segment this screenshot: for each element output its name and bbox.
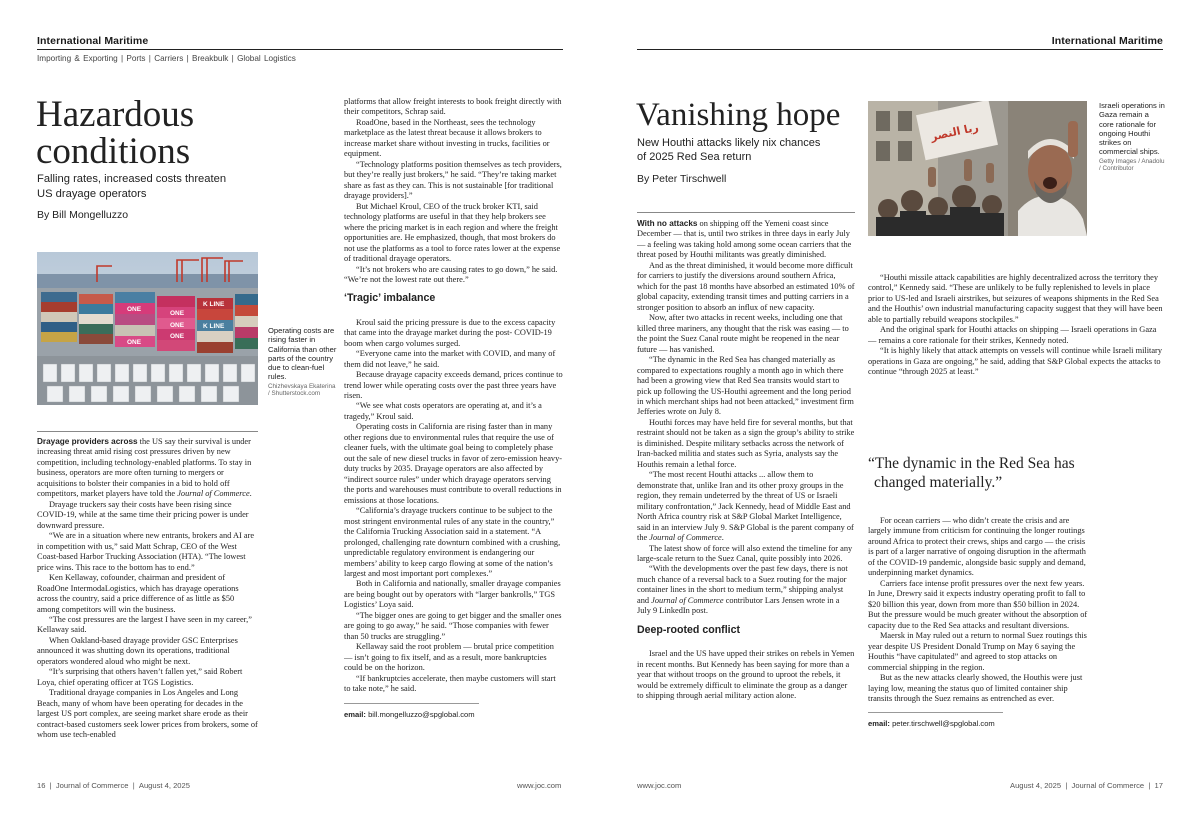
container-label: ONE [127,306,142,313]
paragraph: “Technology platforms position themselves as tech providers, but they’re really just brokers,” he said. “They’re taking market share as fast as they can. This is not sustainable [for traditional drayage providers].” [344,159,562,201]
headline: Hazardous conditions [36,94,195,172]
paragraph: Because drayage capacity exceeds demand, prices continue to trend lower while operating costs over the past three years have risen. [344,370,563,400]
byline: By Bill Mongelluzzo [37,209,129,221]
column-rule [637,212,855,213]
right-page [600,0,1200,816]
paragraph: And the original spark for Houthi attacks on shipping — Israeli operations in Gaza — remains a core rationale for their strikes, Kennedy noted. [868,325,1157,345]
paragraph: Drayage providers across the US say their survival is under increasing threat amid rising cost pressures driven by new competition, including technology-enabled platforms. To stay in business, operators are more often turning to mergers or acquisitions to bolster their companies in a bid to hold off competitors, market players have told the Journal of Commerce. [37,437,252,499]
paragraph: Ken Kellaway, cofounder, chairman and president of RoadOne IntermodaLogistics, which has drayage operations across the country, said a price difference of as little as $50 among competitors will win the business. [37,573,239,614]
footer-left: 16 | Journal of Commerce | August 4, 2025 [37,781,190,790]
section-label: International Maritime [1051,35,1163,47]
paragraph: “We see what costs operators are operating at, and it’s a tragedy,” Kroul said. [344,401,542,421]
container-label: K LINE [203,323,225,330]
header-rule [37,49,563,50]
container-label: K LINE [203,301,225,308]
paragraph: Operating costs in California are rising faster than in many other regions due to environmental rules that require the use of cleaner fuels, with the ultimate goal being to completely phase out the sale of new diesel trucks in favor of zero-emission heavy-duty trucks by 2035. Drayage operators are also affected by “indirect source rules” under which drayage operators serving the ports and warehouses must contribute to overall reductions in emissions at those locations. [344,422,563,505]
author-email[interactable]: email: peter.tirschwell@spglobal.com [868,719,995,729]
footer-right: August 4, 2025 | Journal of Commerce | 17 [1010,781,1163,790]
paragraph: “The cost pressures are the largest I have seen in my career,” Kellaway said. [37,614,252,635]
section-label: International Maritime [37,35,149,47]
paragraph: “It’s not brokers who are causing rates to go down,” he said. “We’re not the lowest rate out there.” [344,264,558,284]
subhead: Deep-rooted conflict [637,623,740,636]
article-column-1 [637,219,855,772]
paragraph: platforms that allow freight interests to book freight directly with their competitors, Schrap said. [344,97,562,117]
container-label: ONE [170,310,185,317]
author-email[interactable]: email: bill.mongelluzzo@spglobal.com [344,709,475,719]
topic-links[interactable]: Importing & Exporting | Ports | Carriers | Breakbulk | Global Logistics [37,54,296,63]
paragraph: “The most recent Houthi attacks ... allow them to demonstrate that, unlike Iran and its other proxy groups in the region, they remain undeterred by the threat of US or Israeli military confrontation,” Jack Kennedy, head of Middle East and North Africa country risk at S&P Global Market Intelligence, said in an interview July 9. S&P Global is the parent company of the Journal of Commerce. [637,470,854,543]
byline: By Peter Tirschwell [637,173,727,185]
header-rule [637,49,1163,50]
footer-url[interactable]: www.joc.com [637,781,682,790]
paragraph: The latest show of force will also extend the timeline for any large-scale return to the Suez Canal, quite possibly into 2026. [637,543,853,563]
paragraph: Drayage truckers say their costs have been rising since COVID-19, while at the same time their pricing power is under downward pressure. [37,499,249,530]
end-rule [344,703,479,704]
subhead: ‘Tragic’ imbalance [344,292,436,305]
paragraph: RoadOne, based in the Northeast, sees the technology marketplace as the latest threat because it allows brokers to increase market share without investing in trucks, facilities or equipment. [344,117,550,159]
deck: New Houthi attacks likely nix chances of 2025 Red Sea return [637,137,821,164]
paragraph: When Oakland-based drayage provider GSC Enterprises announced it was shutting down its operations, traditional operators wondered aloud who might be next. [37,635,238,666]
paragraph: Both in California and nationally, smaller drayage companies are being bought out by operators with “larger bankrolls,” TGS Logistics’ Loya said. [344,579,561,610]
container-label: ONE [170,322,185,329]
photo-caption: Israeli operations in Gaza remain a core rationale for ongoing Houthi strikes on commercial ships. Getty Images / Anadolu / Contributor [1099,101,1165,173]
article-column-1 [37,437,258,772]
paragraph: Carriers face intense profit pressures over the next few years. In June, Drewry said it expects industry operating profit to fall to $20 billion this year, down from more than $50 billion in 2024. But the pressure would be much greater without the absorption of capacity due to the Red Sea attacks and resultant diversions. [868,578,1088,630]
paragraph: “If bankruptcies accelerate, then maybe customers will start to take note,” he said. [344,673,556,694]
paragraph: Now, after two attacks in recent weeks, including one that killed three mariners, any thought that the risk was easing — to the point the Suez Canal route might be reopened in the near future — has vanished. [637,313,849,354]
sign-text: ربا النصر [929,120,980,144]
deck: Falling rates, increased costs threaten US drayage operators [37,173,227,200]
paragraph: “It’s surprising that others haven’t fallen yet,” said Robert Loya, chief operating officer at TGS Logistics. [37,667,243,687]
paragraph: “California’s drayage truckers continue to be subject to the most stringent environmental rules of any state in the country,” the California Trucking Association said in a statement. “A prolonged, challenging rate downturn combined with a crushing, unpredictable regulatory environment is endangering our members’ ability to keep cargo flowing at some of the nation’s largest and most important port complexes.” [344,506,561,578]
footer-url[interactable]: www.joc.com [517,781,562,790]
paragraph: Kellaway said the root problem — brutal price competition — isn’t going to fix itself, and as a result, more bankruptcies could be on the horizon. [344,642,554,673]
paragraph: For ocean carriers — who didn’t create the crisis and are largely immune from criticism for continuing the longer routings around Africa to protect their crews, ships and cargo — the crisis is part of a larger narrative of ongoing disruption in the aftermath of the COVID-19 pandemic, alongside basic supply and demand, underpinning market dynamics. [868,516,1086,578]
paragraph: “We are in a situation where new entrants, brokers and AI are in competition with us,” said Matt Schrap, CEO of the West Coast-based Harbor Trucking Association (HTA). “The lowest price wins. This race to the bottom has to end.” [37,531,255,572]
container-label: ONE [170,333,185,340]
paragraph: “With the developments over the past few days, there is not much chance of a reversal back to a Suez routing for the major container lines in the short to medium term,” shipping analyst and Journal of Commerce contributor Lars Jensen wrote in a July 9 LinkedIn post. [637,564,848,616]
paragraph: Houthi forces may have held fire for several months, but that restraint should not be taken as a sign the group’s ability to strike is diminished. Despite military setbacks across the network of Iran-backed militia and states such as Syria, analysts say the Houthis remain a lethal force. [637,417,855,469]
paragraph: “Everyone came into the market with COVID, and many of them did not leave,” he said. [344,349,556,369]
container-label: ONE [127,339,142,346]
headline: Vanishing hope [636,97,841,133]
paragraph: Israel and the US have upped their strikes on rebels in Yemen in recent months. But Kennedy has been saying for more than a year that without troops on the ground to uproot the rebels, it would be extremely difficult to eliminate the group as a danger to shipping through aerial military action alone. [637,649,855,700]
port-photo [37,252,258,405]
paragraph: “Houthi missile attack capabilities are highly decentralized across the territory they control,” Kennedy said. “These are unlikely to be fully replenished to levels in place prior to US-led and Israeli airstrikes, but seizures of weapons shipments in the Red Sea and the Houthis’ own industrial manufacturing capacity suggest that they will have been able to partially rebuild weapons stockpiles.” [868,273,1163,324]
paragraph: Traditional drayage companies in Los Angeles and Long Beach, many of whom have been operating for decades in the largest US port complex, are seeing market share erode as their contract-based customers seek lower prices from brokers, some of whom use tech-enabled [37,688,258,740]
paragraph: Maersk in May ruled out a return to normal Suez routings this year despite US President Donald Trump on May 6 saying the Houthis “have capitulated” and agreed to stop attacks on commercial shipping in the region. [868,631,1087,672]
photo-caption: Operating costs are rising faster in California than other parts of the country due to clean-fuel rules. Chizhevskaya Ekaterina / Shutterstock.com [268,326,337,398]
paragraph: “The bigger ones are going to get bigger and the smaller ones are going to go away,” he said. “Those companies with fewer than 50 trucks are struggling.” [344,610,562,641]
article-column-2-top [868,273,1164,433]
column-rule [37,431,258,432]
pull-quote: “The dynamic in the Red Sea has changed materially.” [868,455,1075,491]
article-column-2-bottom [868,516,1090,772]
paragraph: But Michael Kroul, CEO of the truck broker KTI, said technology platforms are useful in that they help brokers see where the pricing market is in each region and where the freight opportunities are. He emphasized, though, that most brokers do not use the platforms as a tool to force rates lower at the expense of traditional drayage operators. [344,201,561,264]
paragraph: “The dynamic in the Red Sea has changed materially as compared to expectations roughly a month ago in which there had been a growing view that Red Sea transits would start to pick up following the US-Houthi agreement and the long period in which merchant ships had not been attacked,” investment firm Jefferies wrote on July 8. [637,355,854,417]
photo-credit: Getty Images / Anadolu / Contributor [1099,157,1165,173]
protest-photo [868,101,1087,236]
paragraph: “It is highly likely that attack attempts on vessels will continue while Israeli military operations in Gaza are ongoing,” he said, adding that S&P Global expects the attacks to continue “through 2025 at least.” [868,346,1163,377]
photo-credit: Chizhevskaya Ekaterina / Shutterstock.com [268,382,336,398]
end-rule [868,712,1003,713]
paragraph: With no attacks on shipping off the Yemeni coast since December — that is, until two strikes in three days in early July — a feeling was taking hold among some ocean carriers that the threat posed by Houthi militants was greatly diminished. [637,219,852,260]
paragraph: Kroul said the pricing pressure is due to the excess capacity that came into the drayage market during the post- COVID-19 boom when cargo volumes surged. [344,317,556,348]
article-column-2 [344,97,563,769]
paragraph: But as the new attacks clearly showed, the Houthis were just laying low, meaning the status quo of limited container ship transits through the Suez remains as entrenched as ever. [868,673,1083,703]
paragraph: And as the threat diminished, it would become more difficult for carriers to justify the diversions around southern Africa, which for the past 18 months have absorbed an estimated 10% of global capacity, extending transit times and putting carriers in a stronger position to absorb an influx of new capacity. [637,260,855,312]
